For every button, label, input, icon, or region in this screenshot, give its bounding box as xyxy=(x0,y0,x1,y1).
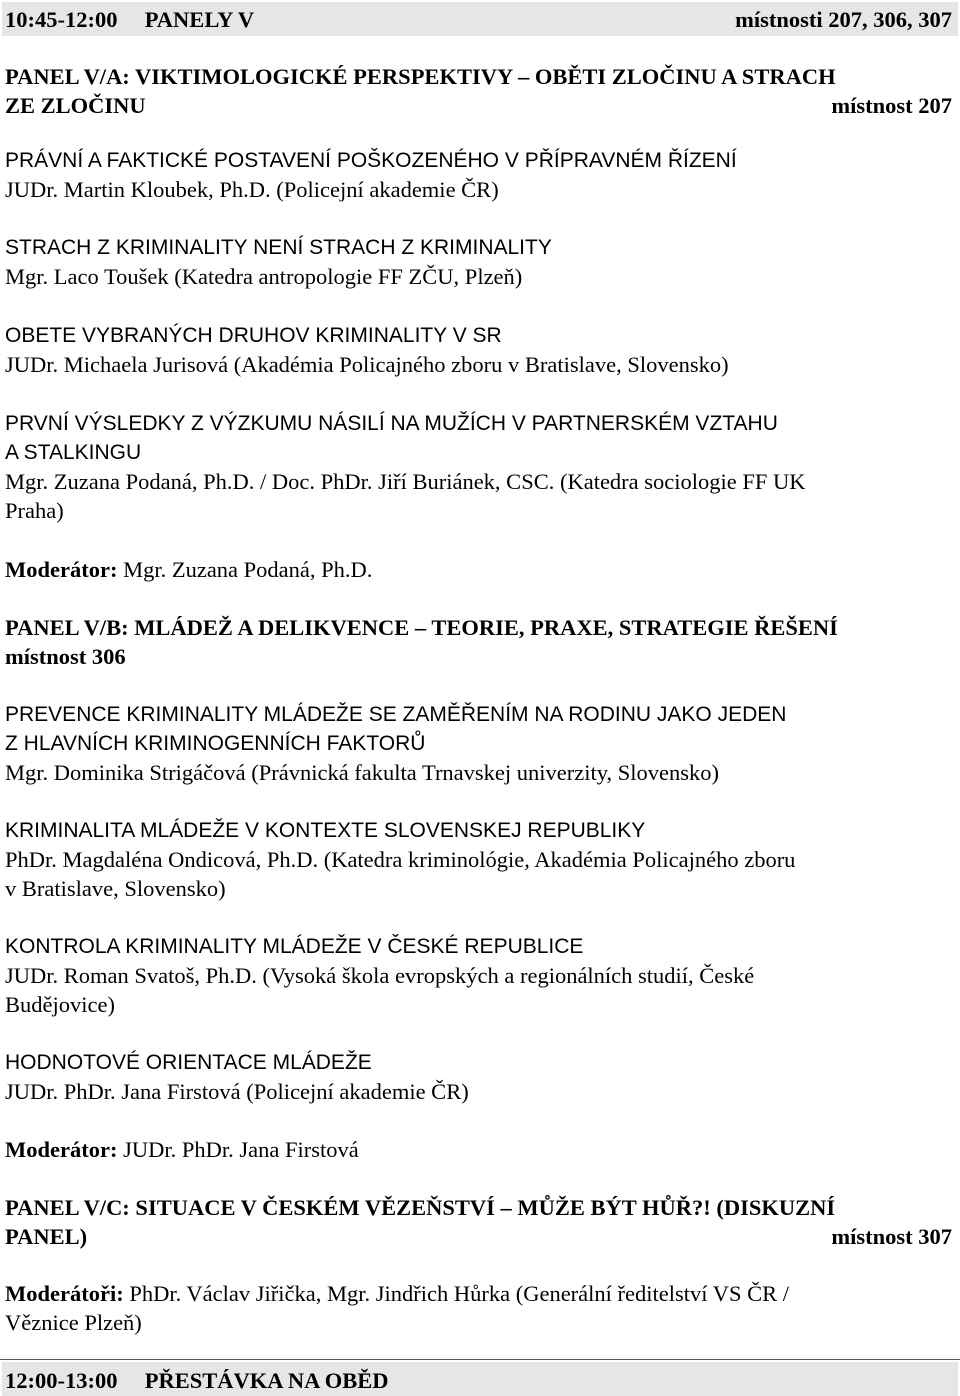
panel-c-title-cont: PANEL) místnost 307 xyxy=(5,1224,952,1249)
panel-a-room: místnost 207 xyxy=(831,93,952,118)
talk-author: JUDr. Michaela Jurisová (Akadémia Policajného zboru v Bratislave, Slovensko) xyxy=(5,352,729,377)
talk-title: HODNOTOVÉ ORIENTACE MLÁDEŽE xyxy=(5,1051,372,1074)
talk-author-cont: v Bratislave, Slovensko) xyxy=(5,876,226,901)
panel-a-moderator: Moderátor: Mgr. Zuzana Podaná, Ph.D. xyxy=(5,557,373,582)
talk-title: PRVNÍ VÝSLEDKY Z VÝZKUMU NÁSILÍ NA MUŽÍCH V PARTNERSKÉM VZTAHU xyxy=(5,412,778,435)
talk-author: JUDr. Roman Svatoš, Ph.D. (Vysoká škola evropských a regionálních studií, České xyxy=(5,963,755,988)
session-title: PANELY V xyxy=(144,7,255,32)
session-header xyxy=(5,5,952,34)
panel-c-room: místnost 307 xyxy=(831,1224,952,1249)
panel-a-title-cont: ZE ZLOČINU místnost 207 xyxy=(5,93,952,118)
lunch-time: 12:00-13:00 xyxy=(5,1368,118,1393)
talk-title: KRIMINALITA MLÁDEŽE V KONTEXTE SLOVENSKEJ REPUBLIKY xyxy=(5,819,646,842)
lunch-label: PŘESTÁVKA NA OBĚD xyxy=(144,1368,389,1393)
talk-author-cont: Praha) xyxy=(5,498,64,523)
panel-a-title: PANEL V/A: VIKTIMOLOGICKÉ PERSPEKTIVY – OBĚTI ZLOČINU A STRACH xyxy=(5,64,836,89)
panel-c-moderators-cont: Věznice Plzeň) xyxy=(5,1310,142,1335)
lunch-break xyxy=(5,1366,952,1395)
divider xyxy=(0,1359,960,1360)
session-time: 10:45-12:00 xyxy=(5,7,118,32)
panel-b-room: místnost 306 xyxy=(5,644,126,669)
talk-author: Mgr. Laco Toušek (Katedra antropologie FF ZČU, Plzeň) xyxy=(5,264,523,289)
talk-author: Mgr. Dominika Strigáčová (Právnická fakulta Trnavskej univerzity, Slovensko) xyxy=(5,760,720,785)
session-rooms: místnosti 207, 306, 307 xyxy=(735,7,952,32)
panel-b-moderator: Moderátor: JUDr. PhDr. Jana Firstová xyxy=(5,1137,359,1162)
talk-title: PRÁVNÍ A FAKTICKÉ POSTAVENÍ POŠKOZENÉHO V PŘÍPRAVNÉM ŘÍZENÍ xyxy=(5,149,737,172)
talk-author: JUDr. PhDr. Jana Firstová (Policejní akademie ČR) xyxy=(5,1079,469,1104)
panel-c-moderators: Moderátoři: PhDr. Václav Jiřička, Mgr. Jindřich Hůrka (Generální ředitelství VS ČR / xyxy=(5,1281,790,1306)
talk-title-cont: A STALKINGU xyxy=(5,441,142,464)
talk-title: STRACH Z KRIMINALITY NENÍ STRACH Z KRIMINALITY xyxy=(5,236,552,259)
talk-author: PhDr. Magdaléna Ondicová, Ph.D. (Katedra kriminológie, Akadémia Policajného zboru xyxy=(5,847,796,872)
panel-c-title: PANEL V/C: SITUACE V ČESKÉM VĚZEŇSTVÍ – MŮŽE BÝT HŮŘ?! (DISKUZNÍ xyxy=(5,1195,836,1220)
talk-title: OBETE VYBRANÝCH DRUHOV KRIMINALITY V SR xyxy=(5,324,502,347)
talk-title: PREVENCE KRIMINALITY MLÁDEŽE SE ZAMĚŘENÍM NA RODINU JAKO JEDEN xyxy=(5,703,787,726)
talk-author-cont: Budějovice) xyxy=(5,992,115,1017)
talk-author: Mgr. Zuzana Podaná, Ph.D. / Doc. PhDr. Jiří Buriánek, CSC. (Katedra sociologie FF UK xyxy=(5,469,806,494)
panel-b-title: PANEL V/B: MLÁDEŽ A DELIKVENCE – TEORIE, PRAXE, STRATEGIE ŘEŠENÍ xyxy=(5,615,838,640)
talk-title-cont: Z HLAVNÍCH KRIMINOGENNÍCH FAKTORŮ xyxy=(5,732,426,755)
talk-title: KONTROLA KRIMINALITY MLÁDEŽE V ČESKÉ REPUBLICE xyxy=(5,935,584,958)
talk-author: JUDr. Martin Kloubek, Ph.D. (Policejní akademie ČR) xyxy=(5,177,499,202)
